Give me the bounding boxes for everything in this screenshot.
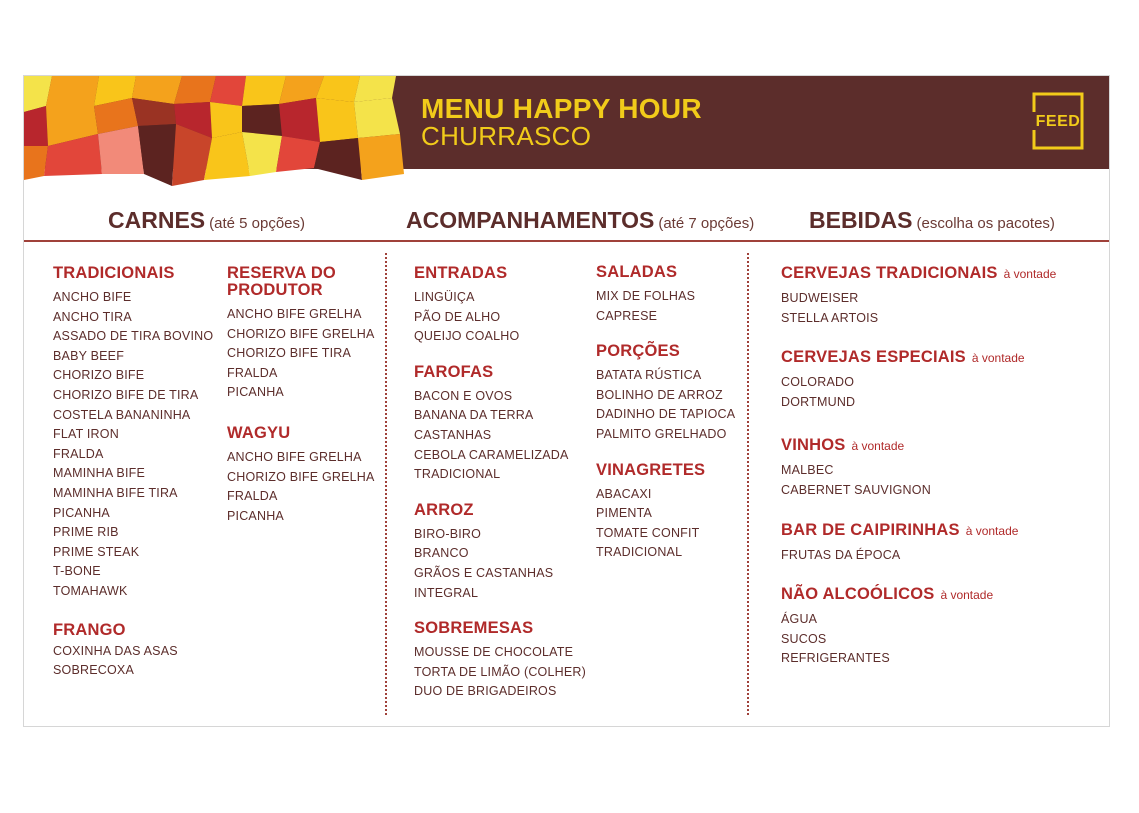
section-divider-rule: [24, 240, 1110, 242]
menu-category: [414, 502, 586, 603]
category-items: [227, 305, 375, 403]
menu-item: PRIME RIB: [53, 525, 119, 540]
menu-item: SOBRECOXA: [53, 663, 134, 678]
menu-item: BOLINHO DE ARROZ: [596, 387, 723, 402]
bebidas-column: [781, 265, 1056, 685]
menu-item: BIRO-BIRO: [414, 526, 482, 541]
menu-item: FRALDA: [53, 446, 104, 461]
menu-item: ÁGUA: [781, 612, 818, 627]
menu-item: CABERNET SAUVIGNON: [781, 482, 931, 497]
category-title: SOBREMESAS: [414, 619, 534, 638]
menu-item: CHORIZO BIFE TIRA: [227, 346, 352, 361]
category-title: [781, 522, 1056, 540]
menu-item: FRALDA: [227, 365, 278, 380]
category-items: [414, 643, 586, 702]
menu-item: SUCOS: [781, 631, 827, 646]
category-title: RESERVA DO: [227, 264, 336, 282]
category-title: [781, 586, 1056, 604]
carnes-column-1: [53, 265, 213, 697]
section-carnes-heading: CARNES: [108, 207, 206, 233]
feed-logo: [1032, 92, 1084, 150]
acompanhamentos-column-1: [414, 265, 586, 718]
menu-item: GRÃOS E CASTANHAS: [414, 565, 554, 580]
menu-item: BUDWEISER: [781, 291, 859, 305]
category-title: TRADICIONAIS: [53, 264, 175, 282]
section-acompanhamentos-title: [406, 207, 754, 234]
menu-item: COSTELA BANANINHA: [53, 407, 191, 422]
menu-item: PALMITO GRELHADO: [596, 426, 727, 441]
category-title: FRANGO: [53, 620, 126, 639]
menu-item: PICANHA: [53, 505, 110, 520]
menu-category: [414, 364, 586, 485]
category-items: [227, 448, 375, 526]
menu-item: MOUSSE DE CHOCOLATE: [414, 645, 574, 660]
menu-item: MALBEC: [781, 463, 834, 478]
menu-item: TRADICIONAL: [414, 467, 501, 482]
geometric-mosaic-decoration: [24, 76, 419, 191]
menu-item: DADINHO DE TAPIOCA: [596, 407, 736, 422]
menu-item: PICANHA: [227, 508, 284, 523]
category-note: à vontade: [851, 439, 905, 454]
category-title: [781, 265, 1056, 283]
menu-item: FRALDA: [227, 489, 278, 504]
menu-item: DORTMUND: [781, 394, 856, 409]
menu-item: CAPRESE: [596, 308, 658, 323]
category-title: FAROFAS: [414, 362, 494, 381]
category-title: VINAGRETES: [596, 460, 706, 479]
category-items: [781, 546, 1056, 566]
acompanhamentos-column-2: [596, 264, 735, 579]
menu-category: [227, 265, 375, 403]
menu-item: MIX DE FOLHAS: [596, 289, 696, 303]
category-name: CERVEJAS ESPECIAIS: [781, 348, 966, 367]
menu-item: INTEGRAL: [414, 585, 479, 600]
menu-category: [53, 265, 213, 602]
category-items: [781, 373, 1056, 412]
header-banner: [24, 76, 1110, 169]
menu-category: [781, 437, 1056, 500]
section-acompanhamentos-heading: ACOMPANHAMENTOS: [406, 207, 655, 233]
menu-item: ANCHO BIFE: [53, 290, 132, 304]
category-title: WAGYU: [227, 423, 291, 442]
menu-item: PICANHA: [227, 385, 284, 400]
menu-category: [781, 522, 1056, 566]
category-items: [596, 485, 735, 563]
menu-item: PRIME STEAK: [53, 544, 140, 559]
menu-item: TRADICIONAL: [596, 545, 683, 560]
menu-item: ANCHO TIRA: [53, 309, 132, 324]
category-note: à vontade: [965, 523, 1019, 538]
menu-item: DUO DE BRIGADEIROS: [414, 684, 557, 699]
menu-item: BATATA RÚSTICA: [596, 368, 702, 383]
menu-category: [53, 622, 213, 681]
menu-category: [596, 264, 735, 326]
menu-item: BACON E OVOS: [414, 388, 513, 403]
menu-item: STELLA ARTOIS: [781, 310, 879, 325]
menu-item: COXINHA DAS ASAS: [53, 643, 178, 658]
menu-item: BANANA DA TERRA: [414, 408, 534, 423]
category-items: [781, 610, 1056, 669]
category-title: ARROZ: [414, 500, 474, 519]
menu-item: T-BONE: [53, 564, 101, 579]
category-name: NÃO ALCOÓLICOS: [781, 585, 935, 604]
category-items: [781, 461, 1056, 500]
section-carnes-title: [108, 207, 305, 234]
menu-category: [596, 462, 735, 563]
menu-item: PÃO DE ALHO: [414, 309, 501, 324]
menu-item: MAMINHA BIFE: [53, 466, 145, 481]
menu-item: REFRIGERANTES: [781, 651, 890, 666]
category-note: à vontade: [971, 351, 1025, 366]
menu-item: TORTA DE LIMÃO (COLHER): [414, 664, 586, 679]
category-items: [596, 366, 735, 444]
section-bebidas-title: [809, 207, 1055, 234]
menu-item: ASSADO DE TIRA BOVINO: [53, 329, 214, 344]
menu-category: [781, 586, 1056, 669]
column-divider: [385, 253, 387, 715]
category-title: ENTRADAS: [414, 264, 508, 282]
category-title: [781, 437, 1056, 455]
section-bebidas-note: (escolha os pacotes): [916, 215, 1055, 232]
menu-category: [781, 265, 1056, 328]
category-name: VINHOS: [781, 436, 846, 455]
category-items: [781, 289, 1056, 328]
menu-item: TOMAHAWK: [53, 583, 128, 598]
menu-item: FLAT IRON: [53, 427, 119, 442]
category-items: [414, 387, 586, 485]
category-title: PORÇÕES: [596, 342, 680, 361]
section-bebidas-heading: BEBIDAS: [809, 207, 913, 233]
menu-item: ANCHO BIFE GRELHA: [227, 449, 362, 464]
category-items: [414, 288, 586, 347]
column-divider: [747, 253, 749, 715]
menu-item: CHORIZO BIFE: [53, 368, 145, 383]
menu-item: CHORIZO BIFE GRELHA: [227, 469, 375, 484]
category-title: SALADAS: [596, 263, 678, 281]
category-note: à vontade: [1003, 267, 1057, 281]
section-carnes-note: (até 5 opções): [209, 215, 306, 232]
menu-subtitle: CHURRASCO: [421, 121, 592, 151]
menu-item: CHORIZO BIFE GRELHA: [227, 326, 375, 341]
menu-item: MAMINHA BIFE TIRA: [53, 485, 178, 500]
menu-item: QUEIJO COALHO: [414, 329, 520, 344]
menu-item: TOMATE CONFIT: [596, 525, 700, 540]
menu-category: [596, 343, 735, 444]
category-name: CERVEJAS TRADICIONAIS: [781, 264, 998, 282]
menu-category: [414, 265, 586, 347]
menu-item: COLORADO: [781, 375, 855, 390]
category-items: [414, 525, 586, 603]
category-name: BAR DE CAIPIRINHAS: [781, 520, 960, 539]
menu-title: MENU HAPPY HOUR: [421, 93, 702, 124]
menu-item: BRANCO: [414, 546, 469, 561]
menu-item: ANCHO BIFE GRELHA: [227, 307, 362, 321]
menu-item: CASTANHAS: [414, 427, 492, 442]
category-title: [781, 349, 1056, 367]
carnes-column-2: [227, 265, 375, 542]
category-title: PRODUTOR: [227, 281, 323, 299]
section-acompanhamentos-note: (até 7 opções): [658, 215, 755, 232]
menu-category: [414, 620, 586, 702]
category-note: à vontade: [940, 588, 994, 603]
menu-item: CHORIZO BIFE DE TIRA: [53, 387, 199, 402]
category-items: [53, 642, 213, 681]
menu-item: PIMENTA: [596, 506, 653, 521]
menu-item: CEBOLA CARAMELIZADA: [414, 447, 569, 462]
menu-category: [781, 349, 1056, 412]
menu-item: BABY BEEF: [53, 348, 125, 363]
menu-item: LINGÜIÇA: [414, 290, 475, 304]
menu-card: [23, 75, 1110, 727]
menu-item: ABACAXI: [596, 486, 652, 501]
logo-text: FEED: [1035, 113, 1081, 130]
category-items: [596, 287, 735, 326]
menu-category: [227, 425, 375, 526]
menu-item: FRUTAS DA ÉPOCA: [781, 547, 901, 562]
category-items: [53, 288, 213, 602]
